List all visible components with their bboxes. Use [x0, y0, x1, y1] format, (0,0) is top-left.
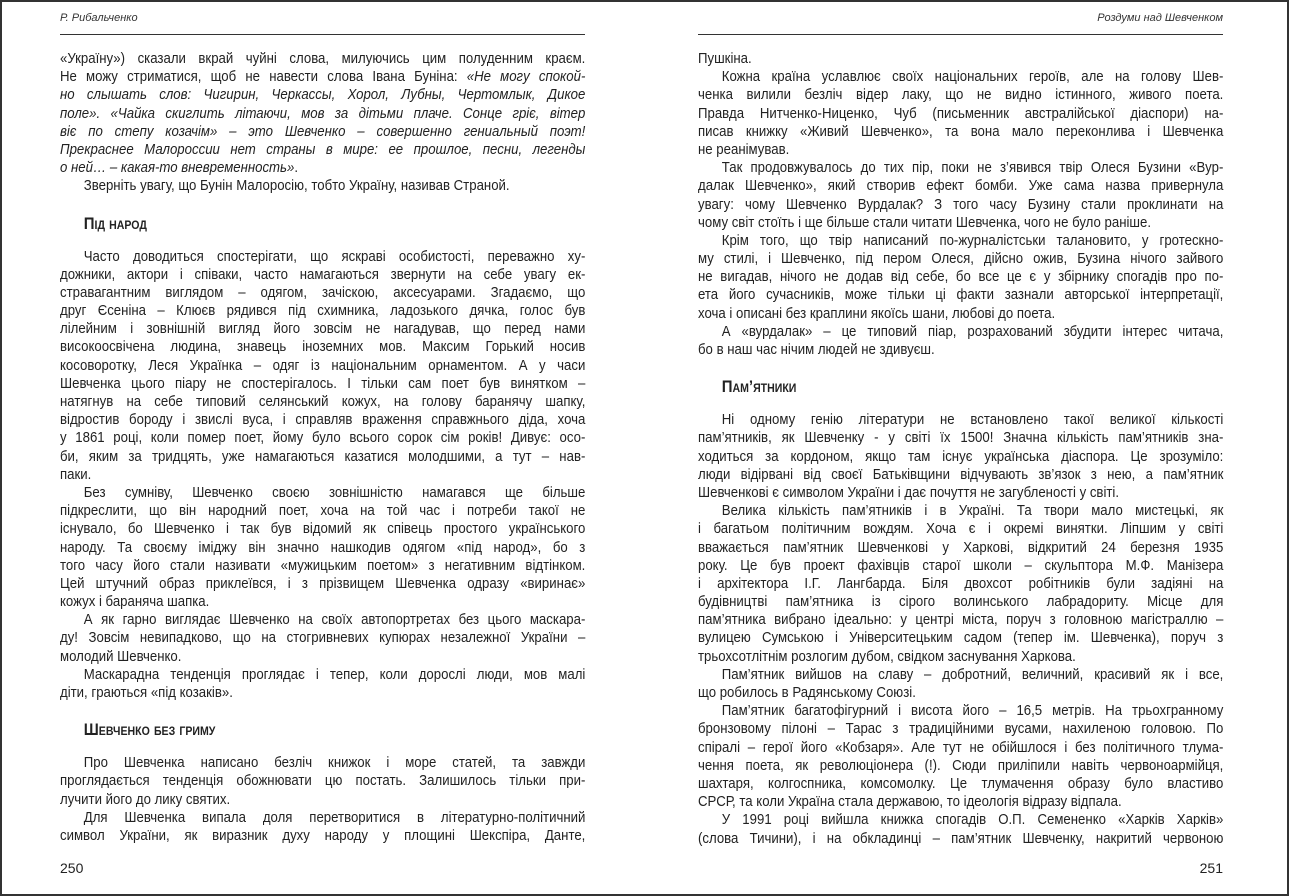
- text-line: А як гарно виглядає Шевченко на своїх автопортретах без цього маскара-: [83, 611, 586, 629]
- text-line: У 1991 році вийшла книжка спогадів О.П. Семененко «Харків Харків»: [721, 811, 1224, 829]
- text-line: писав книжку «Живий Шевченко», та вона мало переконлива і Шевченка: [698, 122, 1224, 140]
- left-page: [60, 0, 585, 896]
- text-line: увагу: чому Шевченко Вурдалак? З того часу Бузину стали проклинати на: [698, 195, 1224, 213]
- text-line: спіралі – герої його «Кобзаря». Але тут не обійшлося і без політичного тлума-: [698, 738, 1224, 756]
- italic-quote: о ней… – какая-то вневременность»: [60, 159, 295, 177]
- paragraph: [698, 50, 1223, 68]
- text-line: люди відірвані від своєї Батьківщини відчувають зв’язок з нею, а пам’ятник: [698, 465, 1224, 483]
- text-line: Часто доводиться спостерігати, що яскраві особистості, переважно ху-: [83, 247, 586, 265]
- paragraph: [698, 666, 1223, 702]
- header-rule: [698, 34, 1223, 35]
- paragraph: [60, 754, 585, 809]
- text-line: і архітектора І.Г. Лангбарда. Біля двохсот робітників були задіяні на: [698, 574, 1224, 592]
- text-line: Зверніть увагу, що Бунін Малоросію, тобто Україну, називав Страной.: [83, 177, 510, 195]
- text-line: чому світ стоїть і ще більше стали читати Шевченка, чого не було раніше.: [698, 213, 1152, 231]
- text-line: проглядається тенденція обожнювати цю постать. Залишилось тільки при-: [60, 772, 586, 790]
- page-body: [60, 50, 585, 845]
- text-line: будівництві пам’ятника із сірого волинського лабрадориту. Місце для: [698, 593, 1224, 611]
- section-heading: Шевченко без гриму: [83, 720, 216, 740]
- text-line: бронзовому пілоні – Тарас з традиційними вусами, нахиленою головою. По: [698, 720, 1224, 738]
- paragraph: [698, 232, 1223, 323]
- text-line: косоворотку, Леся Українка – одяг із національним орнаментом. А у часи: [60, 356, 586, 374]
- text-line: підкреслити, що він народний поет, хоча на той час і потреби такої не: [60, 502, 586, 520]
- text-line: Цей штучний образ приклеївся, і з прізвищем Шевченка одразу «виринає»: [60, 574, 586, 592]
- text-line: не вигадав, нічого не додав від себе, бо все це є у збірнику спогадів про по-: [698, 268, 1224, 286]
- text-line: Шевченка цього піару не спостерігалось. І тільки сам поет був винятком –: [60, 374, 586, 392]
- text-line: кожух і бараняча шапка.: [60, 593, 210, 611]
- running-head-title: Роздуми над Шевченком: [1097, 12, 1223, 24]
- italic-quote: «Не могу спокой-: [466, 68, 586, 86]
- paragraph: [698, 411, 1223, 502]
- text-line: [60, 159, 585, 177]
- text-line: молодий Шевченко.: [60, 647, 182, 665]
- text-line: [60, 141, 585, 159]
- text-line: Крім того, що твір написаний по-журналістськи талановито, у гротескно-: [721, 231, 1224, 249]
- right-page: [698, 0, 1223, 896]
- text-span: Не можу стриматися, щоб не навести слова Івана Буніна:: [60, 68, 467, 86]
- text-line: що робилось в Радянському Союзі.: [698, 684, 916, 701]
- text-line: не реанімував.: [698, 140, 790, 158]
- text-line: високоосвічена людина, знавець іноземних мов. Максим Горький носив: [60, 338, 586, 356]
- paragraph: [698, 159, 1223, 232]
- page-number: 250: [60, 860, 84, 876]
- text-line: би, яким за тридцять, уже намагаються казатися молодшими, а тут – нав-: [60, 447, 586, 465]
- text-line: Велика кількість пам’ятників і в Україні. Та твори мало мистецькі, як: [721, 502, 1224, 520]
- text-line: друг Єсеніна – Клюєв рядився під схимника, ладозького дячка, голос був: [60, 302, 586, 320]
- text-line: дожники, актори і співаки, часто намагаються звернути на себе увагу ек-: [60, 265, 586, 283]
- text-line: у 1861 році, коли помер поет, йому було всього сорок сім років! Дивує: осо-: [60, 429, 586, 447]
- text-line: [60, 105, 585, 123]
- text-line: лучити його до лику святих.: [60, 790, 231, 808]
- text-line: існувало, бо Шевченко і так був відомий як співець простого українського: [60, 520, 586, 538]
- text-line: бо в наш час нічим людей не здивуєш.: [698, 341, 935, 358]
- text-line: СРСР, та коли Україна стала державою, то ідеологія відразу відпала.: [698, 793, 1122, 811]
- text-line: пам’ятника вибрано ідеально: у центрі міста, поруч з головною магістраллю –: [698, 611, 1224, 629]
- page-number: 251: [1199, 860, 1223, 876]
- text-line: Правда Нитченко-Ниценко, Чуб (письменник австралійської діаспори) на-: [698, 104, 1224, 122]
- text-line: ченка вилили безліч відер лаку, що не видно істинного, живого поета.: [698, 86, 1224, 104]
- running-head-author: Р. Рибальченко: [60, 12, 138, 24]
- text-line: му стилі, і Шевченко, під пером Олеся, дійсно ожив, Бузина нічого зайвого: [698, 250, 1224, 268]
- text-line: ду! Зовсім невипадково, що на стогривневих купюрах незалежної України –: [60, 629, 586, 647]
- text-span: .: [294, 159, 299, 177]
- text-line: [60, 123, 585, 141]
- text-line: хоча і описані без краплини якоїсь шани, любові до поета.: [698, 304, 1056, 322]
- text-line: натягнув на себе типовий селянський кожух, на голову баранячу шапку,: [60, 393, 586, 410]
- text-line: Пушкіна.: [698, 50, 752, 67]
- text-line: паки.: [60, 465, 92, 483]
- header-rule: [60, 34, 585, 35]
- text-line: року. Це був проект фахівців старої школи – скульптора М.Ф. Манізера: [698, 556, 1224, 574]
- text-line: [60, 68, 585, 86]
- text-line: Шевченкові є символом України і дає почуття не загубленості у світі.: [698, 483, 1120, 501]
- text-line: стравагантним виглядом – одягом, зачіскою, аксесуарами. Згадаємо, що: [60, 283, 586, 301]
- text-line: шахтаря, колгоспника, комсомолку. Це тлумачення образу було властиво: [698, 774, 1224, 792]
- text-line: А «вурдалак» – це типовий піар, розрахований збудити інтерес читача,: [721, 322, 1224, 340]
- italic-quote: віє по степу козачім» – это Шевченко – совершенно гениальный поэт!: [60, 122, 586, 140]
- paragraph: [698, 68, 1223, 159]
- text-line: трьохсотлітнім розлогим дубом, свідком заснування Харкова.: [698, 647, 1076, 665]
- text-line: Так продовжувалось до тих пір, поки не з’явився твір Олеся Бузини «Вур-: [721, 159, 1224, 177]
- paragraph: [60, 666, 585, 702]
- text-line: і багатьом політичним вождям. Хоча є і окремі винятки. Ліпшим у світі: [698, 520, 1224, 538]
- text-line: чення поета, як революціонера (!). Сюди приліпили навіть червоноармійця,: [698, 756, 1224, 774]
- paragraph: [698, 323, 1223, 359]
- text-line: народу. Та своєму іміджу він значно нашкодив одягом «під народ», бо з: [60, 538, 586, 556]
- text-line: того часу його стали називати «мужицьким поетом» з негативним відтінком.: [60, 556, 586, 574]
- paragraph: [60, 177, 585, 195]
- text-line: Ні одному генію літератури не встановлено такої великої кількості: [721, 411, 1224, 429]
- text-line: Про Шевченка написано безліч книжок і море статей, та завжди: [83, 754, 586, 772]
- text-line: Маскарадна тенденція проглядає і тепер, коли дорослі люди, мов малі: [83, 665, 586, 683]
- paragraph: [698, 702, 1223, 811]
- section-heading: Пам’ятники: [721, 377, 797, 397]
- paragraph: [60, 611, 585, 666]
- text-line: далак Шевченко», який створив ефект бомби. Уже сама назва привернула: [698, 177, 1224, 195]
- paragraph: [698, 502, 1223, 666]
- text-line: ета його сучасників, може тільки ці факти зазнали авторської інтерпретації,: [698, 286, 1224, 304]
- paragraph: [60, 50, 585, 177]
- text-line: діти, граються «під козаків».: [60, 684, 233, 701]
- text-line: відростив бороду і звислі вуса, і справляв враження справжнього діда, хоча: [60, 411, 586, 429]
- text-line: Пам’ятник вийшов на славу – добротний, величний, красивий як і все,: [721, 665, 1224, 683]
- text-line: вважається пам’ятник Шевченкові у Харкові, відкритий 24 березня 1935: [698, 538, 1224, 556]
- paragraph: [60, 484, 585, 611]
- text-line: Пам’ятник багатофігурний і висота його – 16,5 метрів. На трьохгранному: [721, 702, 1224, 720]
- text-line: Для Шевченка випала доля перетворитися в літературно-політичний: [83, 808, 586, 826]
- text-line: Без сумніву, Шевченко своєю зовнішністю намагався ще більше: [83, 483, 586, 501]
- italic-quote: но слышать слов: Чигирин, Черкассы, Хорол, Лубны, Чертомлык, Дикое: [60, 86, 586, 104]
- paragraph: [60, 248, 585, 484]
- text-line: символ України, як виразник духу народу у площині Шекспіра, Данте,: [60, 826, 586, 844]
- paragraph: [60, 809, 585, 845]
- text-line: (слова Тичини), і на обкладинці – пам’ятник Шевченку, накритий червоною: [698, 829, 1224, 847]
- text-line: «Україну») сказали вкрай чуйні слова, милуючись цим полуденним краєм.: [60, 50, 586, 67]
- page-body: [698, 50, 1223, 848]
- italic-quote: Прекраснее Малороссии нет страны в мире: ее прошлое, песни, легенды: [60, 140, 586, 158]
- text-line: лілейним і зовнішній вигляд його зовсім не нагадував, що перед нами: [60, 320, 586, 338]
- section-heading: Під народ: [83, 213, 147, 233]
- text-line: вулицею Сумською і Університецьким садом (тепер ім. Шевченка), поруч з: [698, 629, 1224, 647]
- text-line: Кожна країна уславлює своїх національних героїв, але на голову Шев-: [721, 68, 1224, 86]
- paragraph: [698, 811, 1223, 847]
- text-line: пам’ятників, як Шевченку - у світі їх 1500! Значна кількість пам’ятників зна-: [698, 429, 1224, 447]
- text-line: ходиться за кордоном, якщо там існує українська діаспора. Це зрозуміло:: [698, 447, 1224, 465]
- italic-quote: поле». «Чайка скиглить літаючи, мов за дітьми плаче. Сонце гріє, вітер: [60, 104, 586, 122]
- text-line: [60, 86, 585, 104]
